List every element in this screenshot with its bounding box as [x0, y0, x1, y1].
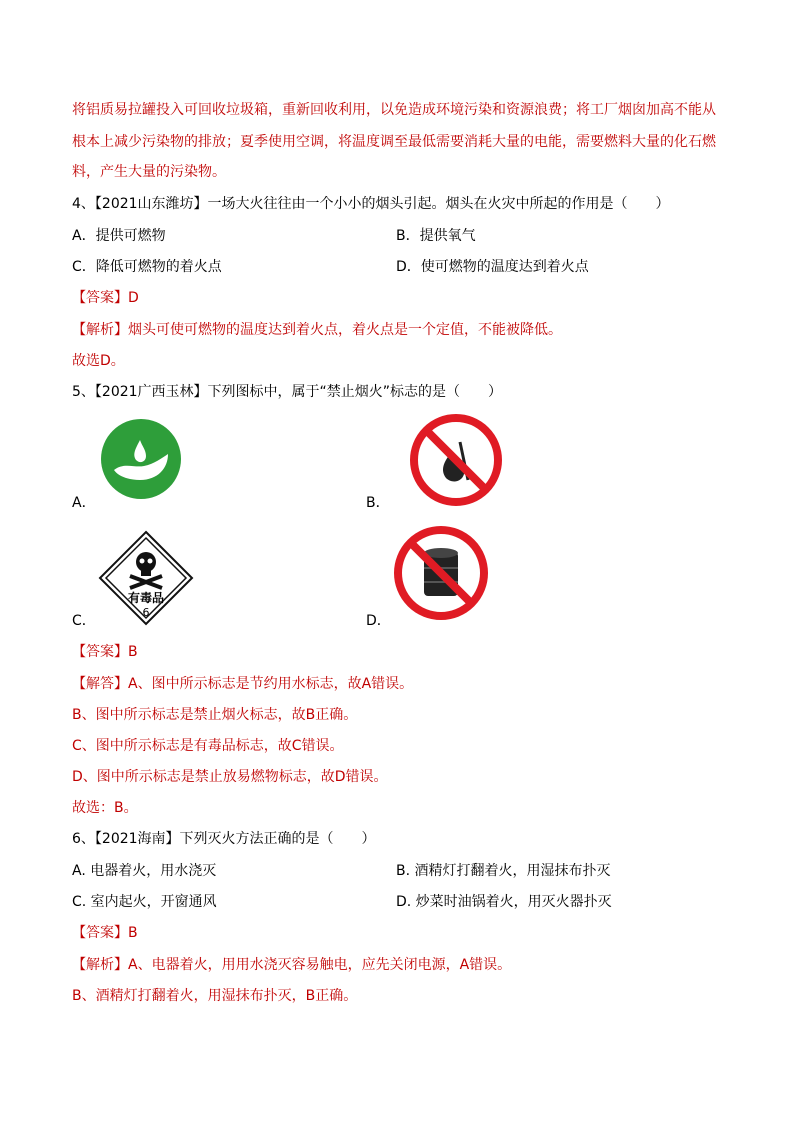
q5-analysis-d: D、图中所示标志是禁止放易燃物标志，故D错误。 [72, 769, 388, 785]
q4-choose: 故选D。 [72, 353, 125, 369]
poison-sign-number: 6 [142, 606, 150, 619]
q4-option-a: A．提供可燃物 [72, 228, 166, 244]
intro-line-1: 将铝质易拉罐投入可回收垃圾箱，重新回收利用，以免造成环境污染和资源浪费；将工厂烟囱加高不能从 [72, 102, 716, 118]
q6-analysis-b: B、酒精灯打翻着火，用湿抹布扑灭，B正确。 [72, 988, 358, 1004]
q4-option-c: C．降低可燃物的着火点 [72, 259, 222, 275]
poison-sign [98, 530, 194, 626]
no-fire-sign [410, 414, 502, 506]
q6-stem: 6、【2021海南】下列灭火方法正确的是（ ） [72, 831, 376, 847]
intro-line-2: 根本上减少污染物的排放；夏季使用空调，将温度调至最低需要消耗大量的电能，需要燃料大量的化石燃 [72, 134, 716, 150]
water-saving-sign [100, 418, 182, 500]
q4-option-d: D．使可燃物的温度达到着火点 [396, 259, 589, 275]
intro-line-3: 料，产生大量的污染物。 [72, 164, 226, 180]
q5-option-c: C． [72, 613, 96, 629]
q6-answer: 【答案】B [72, 925, 138, 941]
q6-option-b: B. 酒精灯打翻着火，用湿抹布扑灭 [396, 863, 611, 879]
q5-option-d: D． [366, 613, 391, 629]
q4-stem: 4、【2021山东潍坊】一场大火往往由一个小小的烟头引起。烟头在火灾中所起的作用是（ ） [72, 196, 670, 212]
poison-sign-text: 有毒品 [127, 591, 165, 605]
q6-option-c: C. 室内起火，开窗通风 [72, 894, 217, 910]
q5-option-b: B． [366, 495, 390, 511]
q5-answer: 【答案】B [72, 644, 138, 660]
q5-analysis-a: 【解答】A、图中所示标志是节约用水标志，故A错误。 [72, 676, 414, 692]
q4-analysis: 【解析】烟头可使可燃物的温度达到着火点，着火点是一个定值，不能被降低。 [72, 322, 562, 338]
q4-answer: 【答案】D [72, 290, 139, 306]
q5-analysis-b: B、图中所示标志是禁止烟火标志，故B正确。 [72, 707, 358, 723]
no-flammables-sign [394, 526, 488, 620]
q4-option-b: B．提供氧气 [396, 228, 476, 244]
q5-analysis-c: C、图中所示标志是有毒品标志，故C错误。 [72, 738, 344, 754]
q6-analysis-a: 【解析】A、电器着火，用用水浇灭容易触电，应先关闭电源，A错误。 [72, 957, 512, 973]
q6-option-a: A. 电器着火，用水浇灭 [72, 863, 217, 879]
q6-option-d: D. 炒菜时油锅着火，用灭火器扑灭 [396, 894, 612, 910]
q5-option-a: A． [72, 495, 96, 511]
q5-choose: 故选：B。 [72, 800, 138, 816]
q5-stem: 5、【2021广西玉林】下列图标中，属于“禁止烟火”标志的是（ ） [72, 384, 503, 400]
